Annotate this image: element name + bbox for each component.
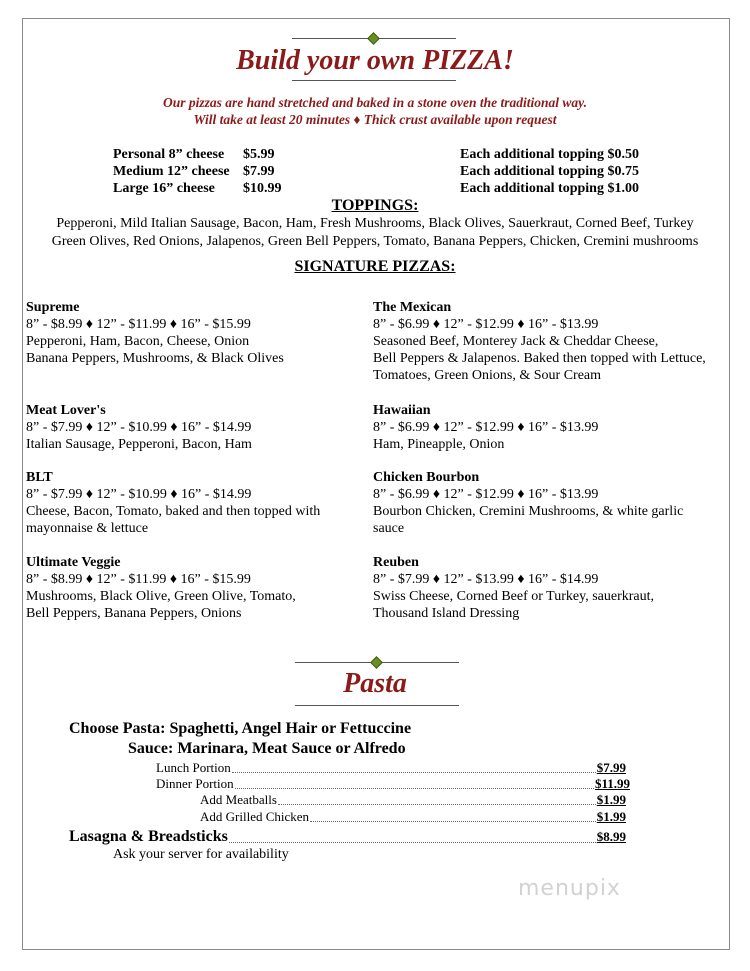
pizza-supreme [26, 299, 366, 367]
dot-leader [235, 776, 594, 789]
pizza-desc: Bourbon Chicken, Cremini Mushrooms, & white garlic [373, 504, 684, 519]
toppings-line: Pepperoni, Mild Italian Sausage, Bacon, Ham, Fresh Mushrooms, Black Olives, Sauerkraut, Corned Beef, Turkey [56, 216, 694, 231]
pasta-sauce: Sauce: Marinara, Meat Sauce or Alfredo [128, 740, 406, 757]
pizza-prices: 8” - $6.99 ♦ 12” - $12.99 ♦ 16” - $13.99 [373, 487, 599, 502]
tagline-2: Will take at least 20 minutes ♦ Thick crust available upon request [193, 112, 557, 127]
pizza-desc: Bell Peppers, Banana Peppers, Onions [26, 606, 242, 621]
tagline-1: Our pizzas are hand stretched and baked in a stone oven the traditional way. [162, 95, 588, 110]
additional-topping-price: Each additional topping $0.50 [460, 147, 639, 162]
pizza-prices: 8” - $6.99 ♦ 12” - $12.99 ♦ 16” - $13.99 [373, 317, 599, 332]
signature-heading: SIGNATURE PIZZAS: [294, 258, 456, 275]
pasta-row-price: $1.99 [596, 809, 626, 824]
size-name: Medium 12” cheese [113, 164, 230, 179]
pizza-name: Hawaiian [373, 403, 431, 418]
pizza-name: Meat Lover's [26, 403, 106, 418]
pizza-desc: Swiss Cheese, Corned Beef or Turkey, sauerkraut, [373, 589, 654, 604]
pasta-row-label: Add Grilled Chicken [200, 809, 310, 824]
pasta-row-grilled-chicken [200, 809, 626, 825]
pasta-choose: Choose Pasta: Spaghetti, Angel Hair or Fettuccine [69, 720, 412, 737]
pizza-reuben [373, 554, 743, 622]
dot-leader [310, 809, 596, 822]
pizza-name: Chicken Bourbon [373, 470, 480, 485]
pizza-prices: 8” - $7.99 ♦ 12” - $13.99 ♦ 16” - $14.99 [373, 572, 599, 587]
pizza-prices: 8” - $8.99 ♦ 12” - $11.99 ♦ 16” - $15.99 [26, 572, 251, 587]
pizza-desc: Seasoned Beef, Monterey Jack & Cheddar Cheese, [373, 334, 659, 349]
pizza-desc: sauce [373, 521, 405, 536]
size-price: $5.99 [243, 147, 275, 162]
pizza-blt [26, 469, 366, 537]
pizza-desc: Italian Sausage, Pepperoni, Bacon, Ham [26, 437, 252, 452]
pasta-title-underline [295, 705, 459, 706]
pasta-row-meatballs [200, 792, 626, 808]
pizza-desc: mayonnaise & lettuce [26, 521, 149, 536]
watermark-logo: menupix [518, 876, 621, 901]
pizza-name: Reuben [373, 555, 419, 570]
title-underline [292, 80, 456, 81]
page-title: Build your own PIZZA! [236, 45, 514, 76]
pizza-desc: Pepperoni, Ham, Bacon, Cheese, Onion [26, 334, 250, 349]
availability-note: Ask your server for availability [113, 847, 289, 862]
additional-topping-price: Each additional topping $1.00 [460, 181, 639, 196]
pasta-row-price: $11.99 [594, 776, 630, 791]
lasagna-price: $8.99 [596, 829, 626, 844]
pizza-meat-lovers [26, 402, 366, 453]
pizza-prices: 8” - $8.99 ♦ 12” - $11.99 ♦ 16” - $15.99 [26, 317, 251, 332]
pasta-title: Pasta [343, 668, 407, 699]
pasta-row-lasagna [69, 827, 626, 846]
lasagna-label: Lasagna & Breadsticks [69, 828, 228, 845]
pizza-chicken-bourbon [373, 469, 743, 537]
pizza-desc: Banana Peppers, Mushrooms, & Black Olives [26, 351, 284, 366]
pizza-name: BLT [26, 470, 53, 485]
pizza-name: Ultimate Veggie [26, 555, 121, 570]
toppings-line: Green Olives, Red Onions, Jalapenos, Green Bell Peppers, Tomato, Banana Peppers, Chicken, Cremini mushrooms [51, 234, 699, 249]
pizza-desc: Tomatoes, Green Onions, & Sour Cream [373, 368, 602, 383]
size-price: $10.99 [243, 181, 282, 196]
pizza-desc: Bell Peppers & Jalapenos. Baked then topped with Lettuce, [373, 351, 706, 366]
pizza-ultimate-veggie [26, 554, 366, 622]
pizza-hawaiian [373, 402, 743, 453]
dot-leader [229, 827, 596, 843]
pasta-row-dinner [156, 776, 630, 792]
dot-leader [278, 792, 596, 805]
additional-topping-price: Each additional topping $0.75 [460, 164, 639, 179]
toppings-heading: TOPPINGS: [331, 197, 419, 214]
pizza-desc: Thousand Island Dressing [373, 606, 520, 621]
dot-leader [232, 760, 596, 773]
pizza-prices: 8” - $6.99 ♦ 12” - $12.99 ♦ 16” - $13.99 [373, 420, 599, 435]
size-name: Personal 8” cheese [113, 147, 225, 162]
pasta-row-label: Lunch Portion [156, 760, 231, 775]
size-name: Large 16” cheese [113, 181, 215, 196]
size-price: $7.99 [243, 164, 275, 179]
pizza-prices: 8” - $7.99 ♦ 12” - $10.99 ♦ 16” - $14.99 [26, 487, 252, 502]
pizza-name: The Mexican [373, 300, 452, 315]
pasta-row-lunch [156, 760, 626, 776]
pizza-name: Supreme [26, 300, 80, 315]
pizza-desc: Ham, Pineapple, Onion [373, 437, 505, 452]
pasta-row-price: $7.99 [596, 760, 626, 775]
pizza-desc: Cheese, Bacon, Tomato, baked and then topped with [26, 504, 321, 519]
pizza-desc: Mushrooms, Black Olive, Green Olive, Tomato, [26, 589, 296, 604]
pasta-row-price: $1.99 [596, 792, 626, 807]
pizza-the-mexican [373, 299, 743, 384]
pasta-row-label: Add Meatballs [200, 792, 277, 807]
pasta-row-label: Dinner Portion [156, 776, 234, 791]
pizza-prices: 8” - $7.99 ♦ 12” - $10.99 ♦ 16” - $14.99 [26, 420, 252, 435]
